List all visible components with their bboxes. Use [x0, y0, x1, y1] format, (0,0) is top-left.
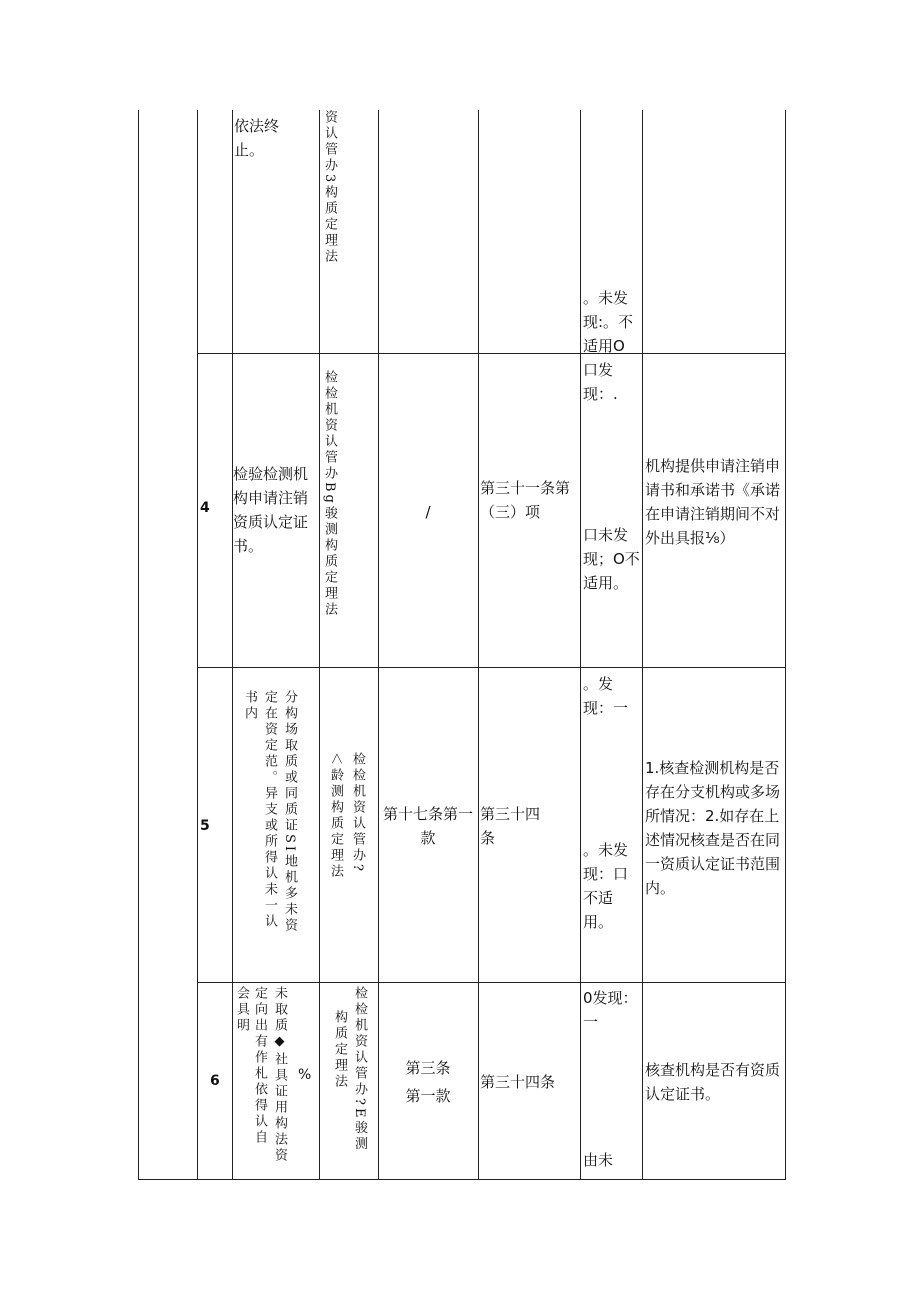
row6-item-vertical-b: 定向出有作札依得认自 — [252, 986, 267, 1146]
row5-basis-vertical-a: 检检机资认管办? — [350, 752, 365, 874]
row5-status-top: 。发现：一 — [583, 675, 629, 717]
row5-basis2: 第十七条第一款 — [382, 805, 473, 847]
row4-basis2: / — [425, 503, 431, 521]
col-divider-7 — [642, 110, 643, 1180]
row-number: 6 — [210, 1073, 220, 1089]
col-divider-6 — [580, 110, 581, 1180]
row5-method: 1.核查检测机构是否存在分支机构或多场所情况：2.如存在上述情况核查是否在同一资质认定证书范围内。 — [645, 759, 781, 897]
row6-item-vertical-a: 未取质◆社具证用构法资 — [272, 986, 287, 1164]
row-number: 5 — [200, 818, 210, 834]
row-divider-1 — [197, 353, 786, 354]
col-divider-3 — [319, 110, 320, 1180]
row5-item-vertical-a: 分构场取质或同质证SI地机多未资 — [282, 690, 297, 935]
row4-status-bottom: 口未发现；O不适用。 — [583, 526, 640, 592]
col-divider-1 — [197, 110, 198, 1180]
col-divider-5 — [478, 110, 479, 1180]
row6-basis2-line1: 第三条 — [405, 1059, 451, 1077]
row5-status-bottom: 。未发现：口不适用。 — [583, 841, 629, 931]
row-number: 4 — [200, 500, 210, 516]
table-border-right — [785, 110, 786, 1180]
row6-clause: 第三十四条 — [480, 1073, 556, 1091]
row6-status-top: 0发现：一 — [583, 989, 638, 1031]
table-border-bottom — [138, 1179, 786, 1180]
row6-method: 核查机构是否有资质认定证书。 — [645, 1061, 781, 1103]
col-divider-2 — [232, 110, 233, 1180]
col-divider-4 — [378, 110, 379, 1180]
row6-basis-vertical-b: 构质定理法 — [332, 1010, 347, 1090]
top-basis-vertical: 资认管办3构质定理法 — [322, 110, 337, 266]
row5-item-vertical-c: 书内 — [242, 690, 257, 722]
row4-status-top: 口发现：. — [583, 361, 618, 403]
row4-clause: 第三十一条第（三）项 — [480, 479, 571, 521]
row6-status-bottom: 由未 — [583, 1151, 614, 1169]
row4-basis-vertical: 检检机资认管办Bg骏测构质定理法 — [322, 370, 337, 618]
top-status-text: 。未发现:。不适用O — [583, 289, 634, 355]
row5-clause: 第三十四条 — [480, 805, 541, 847]
row6-basis2-line2: 第一款 — [405, 1087, 451, 1105]
row5-item-vertical-b: 定在资定范。异支或所得认未一认 — [262, 690, 277, 930]
row5-basis-vertical-b: ＜龄测构质定理法 — [328, 752, 343, 881]
top-item-text: 依法终止。 — [234, 117, 280, 159]
row4-method: 机构提供申请注销申请书和承诺书《承诺在申请注销期间不对外出具报⅛） — [645, 457, 781, 547]
row4-item: 检验检测机构申请注销资质认定证书。 — [233, 465, 309, 555]
row6-item-mark: % — [298, 1067, 312, 1083]
row-divider-2 — [197, 667, 786, 668]
row6-item-vertical-c: 会具明 — [234, 986, 249, 1034]
row-divider-3 — [197, 982, 786, 983]
row6-basis-vertical-a: 检检机资认管办?E骏测 — [352, 986, 367, 1153]
table-border-left — [138, 110, 139, 1180]
